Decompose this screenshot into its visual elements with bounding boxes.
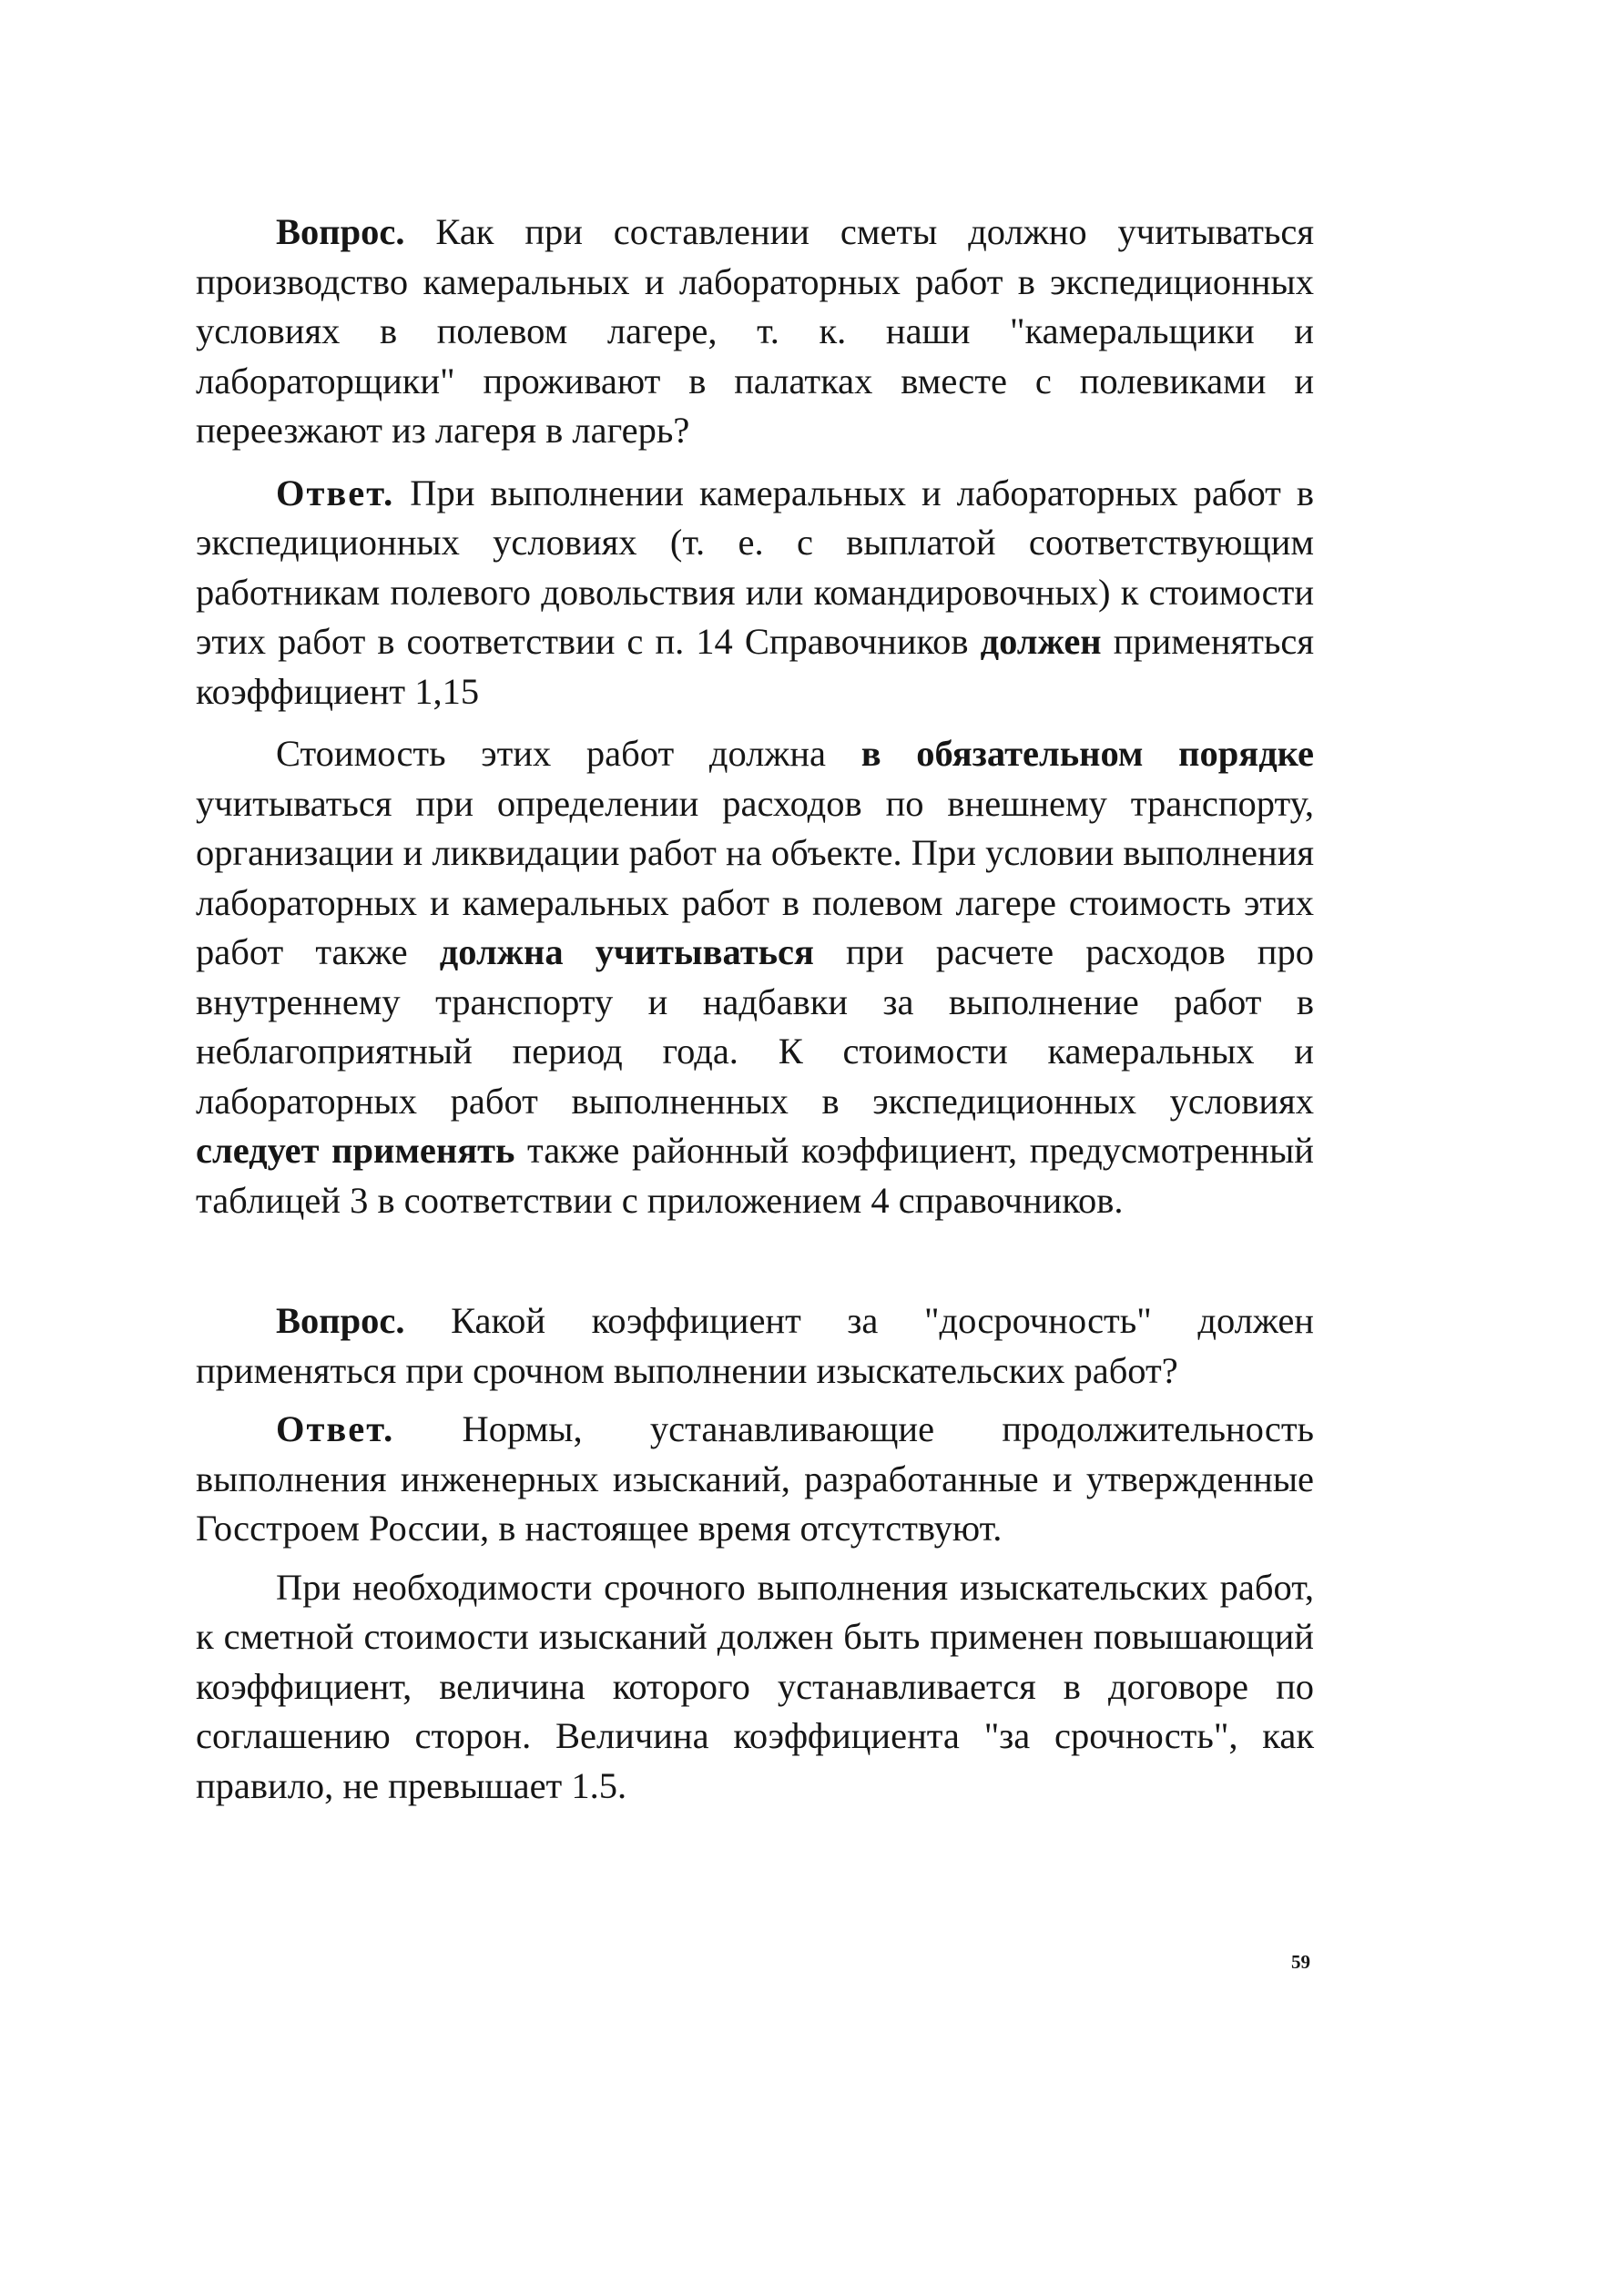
- question-text: Как при составлении сметы должно учитываться производство камеральных и лабораторных работ в экспедиционных условиях в полевом лагере, т. к. наши "камеральщики и лабораторщики" проживают в палатках вместе с полевиками и переезжают из лагеря в лагерь?: [196, 211, 1314, 451]
- question-label: Вопрос.: [276, 1300, 405, 1341]
- emphasis-text: должна учитываться: [439, 931, 814, 972]
- answer-text: Нормы, устанавливающие продолжительность выполнения инженерных изысканий, разработанные и утвержденные Госстроем России, в настоящее время отсутствуют.: [196, 1408, 1314, 1549]
- answer-label: Ответ.: [276, 472, 395, 513]
- emphasis-text: следует применять: [196, 1130, 515, 1171]
- question-label: Вопрос.: [276, 211, 405, 252]
- answer-2-paragraph: [196, 1405, 1314, 1554]
- page-number: 59: [1291, 1951, 1310, 1973]
- question-text: Какой коэффициент за "досрочность" должен применяться при срочном выполнении изыскательских работ?: [196, 1300, 1314, 1391]
- answer-text: При необходимости срочного выполнения изыскательских работ, к сметной стоимости изысканий должен быть применен повышающий коэффициент, величина которого устанавливается в договоре по соглашению сторон. Величина коэффициента "за срочность", как правило, не превышает 1.5.: [196, 1566, 1314, 1806]
- question-2-paragraph: [196, 1296, 1314, 1396]
- answer-text: при расчете расходов про внутреннему транспорту и надбавки за выполнение работ в неблагоприятный период года. К стоимости камеральных и лабораторных работ выполненных в экспедиционных условиях: [196, 931, 1314, 1122]
- answer-2-continuation-paragraph: [196, 1563, 1314, 1812]
- answer-1-continuation-paragraph: [196, 729, 1314, 1225]
- page-body: [196, 208, 1314, 1811]
- answer-text: учитываться при определении расходов по внешнему транспорту, организации и ликвидации работ на объекте. При условии выполнения лабораторных и камеральных работ в полевом лагере стоимость этих работ также: [196, 782, 1314, 972]
- emphasis-text: в обязательном порядке: [860, 733, 1314, 774]
- answer-text: также районный коэффициент, предусмотренный таблицей 3 в соответствии с приложением 4 справочников.: [196, 1130, 1314, 1221]
- emphasis-text: должен: [980, 621, 1102, 662]
- answer-text: Стоимость этих работ должна: [276, 733, 861, 774]
- answer-text: применяться коэффициент 1,15: [196, 621, 1314, 712]
- answer-text: При выполнении камеральных и лабораторных работ в экспедиционных условиях (т. е. с выплатой соответствующим работникам полевого довольствия или командировочных) к стоимости этих работ в соответствии с п. 14 Справочников: [196, 472, 1314, 662]
- answer-label: Ответ.: [276, 1408, 395, 1449]
- answer-1-paragraph: [196, 469, 1314, 717]
- question-1-paragraph: [196, 208, 1314, 456]
